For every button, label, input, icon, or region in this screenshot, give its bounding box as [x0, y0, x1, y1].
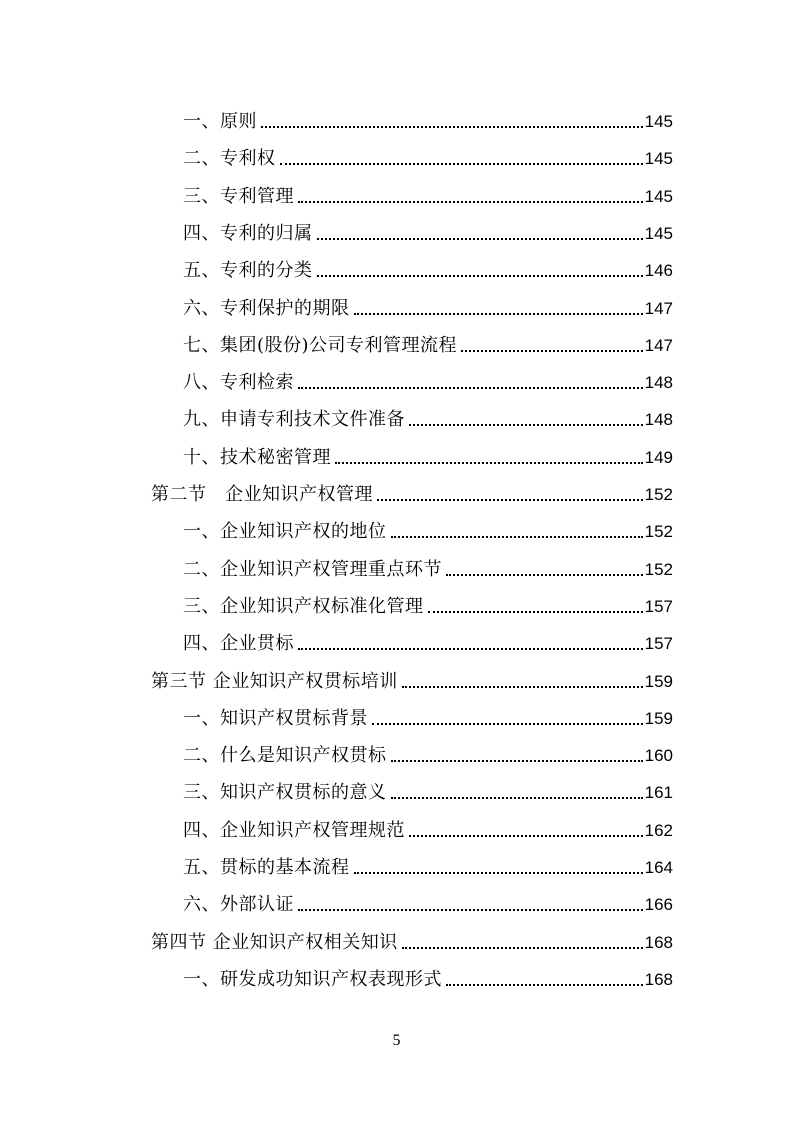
toc-dot-leader	[446, 983, 643, 986]
toc-dot-leader	[335, 461, 643, 464]
toc-dot-leader	[261, 125, 643, 128]
toc-dot-leader	[409, 834, 643, 837]
toc-dot-leader	[402, 946, 643, 949]
toc-dot-leader	[317, 274, 643, 277]
toc-entry-page-number: 168	[644, 932, 673, 952]
toc-entry[interactable]	[183, 365, 673, 395]
toc-entry-page-number: 161	[644, 783, 673, 803]
toc-entry[interactable]	[183, 589, 673, 619]
toc-entry-label: 第三节 企业知识产权贯标培训	[151, 670, 398, 692]
toc-entry[interactable]	[183, 104, 673, 134]
toc-entry-label: 二、企业知识产权管理重点环节	[183, 558, 442, 580]
toc-entry-label: 九、申请专利技术文件准备	[183, 409, 405, 431]
toc-entry[interactable]	[183, 179, 673, 209]
toc-dot-leader	[298, 908, 643, 911]
toc-dot-leader	[317, 237, 643, 240]
toc-entry-page-number: 166	[644, 895, 673, 915]
toc-entry-page-number: 152	[644, 485, 673, 504]
toc-entry-label: 四、专利的归属	[183, 222, 313, 244]
toc-dot-leader	[298, 647, 643, 650]
toc-entry[interactable]	[183, 552, 673, 582]
toc-entry-page-number: 164	[644, 858, 673, 877]
toc-dot-leader	[354, 312, 643, 315]
toc-entry-label: 六、外部认证	[183, 894, 294, 916]
toc-entry-label: 三、知识产权贯标的意义	[183, 782, 387, 804]
toc-dot-leader	[298, 200, 643, 203]
toc-entry-label: 八、专利检索	[183, 372, 294, 394]
toc-dot-leader	[461, 349, 643, 352]
toc-entry-page-number: 148	[644, 410, 673, 430]
toc-entry[interactable]	[183, 626, 673, 656]
toc-entry[interactable]	[183, 141, 673, 171]
toc-entry-page-number: 160	[644, 746, 673, 766]
toc-entry-label: 五、贯标的基本流程	[183, 857, 350, 878]
toc-dot-leader	[446, 573, 643, 576]
toc-entry[interactable]	[183, 850, 673, 880]
toc-dot-leader	[391, 535, 643, 538]
toc-entry-label: 第四节 企业知识产权相关知识	[151, 931, 398, 953]
toc-section-entry[interactable]	[151, 925, 673, 955]
toc-entry[interactable]	[183, 514, 673, 544]
toc-entry-page-number: 145	[644, 186, 673, 206]
toc-dot-leader	[391, 796, 643, 799]
toc-entry-label: 三、企业知识产权标准化管理	[183, 595, 424, 617]
toc-entry[interactable]	[183, 328, 673, 358]
toc-entry[interactable]	[183, 813, 673, 843]
toc-entry-label: 一、原则	[183, 111, 257, 132]
toc-section-entry[interactable]	[151, 664, 673, 694]
toc-entry[interactable]	[183, 216, 673, 246]
toc-entry[interactable]	[183, 440, 673, 470]
toc-entry-page-number: 146	[644, 261, 673, 281]
toc-dot-leader	[428, 610, 643, 613]
toc-entry[interactable]	[183, 402, 673, 432]
toc-dot-leader	[391, 759, 643, 762]
toc-entry-label: 五、专利的分类	[183, 260, 313, 282]
toc-entry[interactable]	[183, 887, 673, 917]
toc-entry-page-number: 147	[644, 335, 673, 355]
toc-dot-leader	[354, 871, 643, 874]
toc-entry[interactable]	[183, 291, 673, 321]
toc-entry-page-number: 148	[644, 373, 673, 393]
toc-entry-page-number: 168	[644, 969, 673, 989]
toc-entry-page-number: 147	[644, 298, 673, 318]
toc-entry[interactable]	[183, 962, 673, 992]
toc-entry[interactable]	[183, 701, 673, 731]
toc-entry-label: 四、企业贯标	[183, 633, 294, 655]
toc-entry-page-number: 145	[644, 149, 673, 169]
toc-entry-page-number: 159	[644, 671, 673, 691]
page-number: 5	[392, 1032, 401, 1049]
toc-entry-page-number: 152	[644, 522, 673, 542]
toc-entry[interactable]	[183, 738, 673, 768]
toc-entry-page-number: 152	[644, 559, 673, 579]
toc-entry-page-number: 157	[644, 634, 673, 654]
toc-dot-leader	[402, 685, 643, 688]
toc-entry-page-number: 145	[644, 223, 673, 243]
toc-entry-label: 一、知识产权贯标背景	[183, 707, 368, 729]
toc-entry-page-number: 159	[644, 708, 673, 728]
toc-dot-leader	[377, 498, 643, 501]
toc-dot-leader	[409, 423, 643, 426]
toc-section-entry[interactable]	[151, 477, 673, 507]
toc-entry-label: 四、企业知识产权管理规范	[183, 819, 405, 841]
toc-entry-page-number: 157	[644, 596, 673, 616]
toc-entry[interactable]	[183, 253, 673, 283]
toc-entry-page-number: 162	[644, 820, 673, 840]
toc-entry-label: 三、专利管理	[183, 185, 294, 207]
toc-entry-label: 十、技术秘密管理	[183, 446, 331, 468]
toc-entry-label: 二、什么是知识产权贯标	[183, 745, 387, 767]
toc-entry-label: 二、专利权	[183, 148, 276, 170]
toc-entry-label: 一、企业知识产权的地位	[183, 521, 387, 543]
toc-dot-leader	[280, 162, 643, 165]
toc-entry-label: 一、研发成功知识产权表现形式	[183, 968, 442, 990]
toc-entry-page-number: 145	[644, 112, 673, 131]
toc-dot-leader	[298, 386, 643, 389]
toc-entry[interactable]	[183, 775, 673, 805]
toc-entry-page-number: 149	[644, 447, 673, 467]
toc-entry-label: 第二节 企业知识产权管理	[151, 484, 373, 505]
toc-dot-leader	[372, 722, 643, 725]
toc-entry-label: 七、集团(股份)公司专利管理流程	[183, 334, 458, 356]
toc-entry-label: 六、专利保护的期限	[183, 297, 350, 319]
